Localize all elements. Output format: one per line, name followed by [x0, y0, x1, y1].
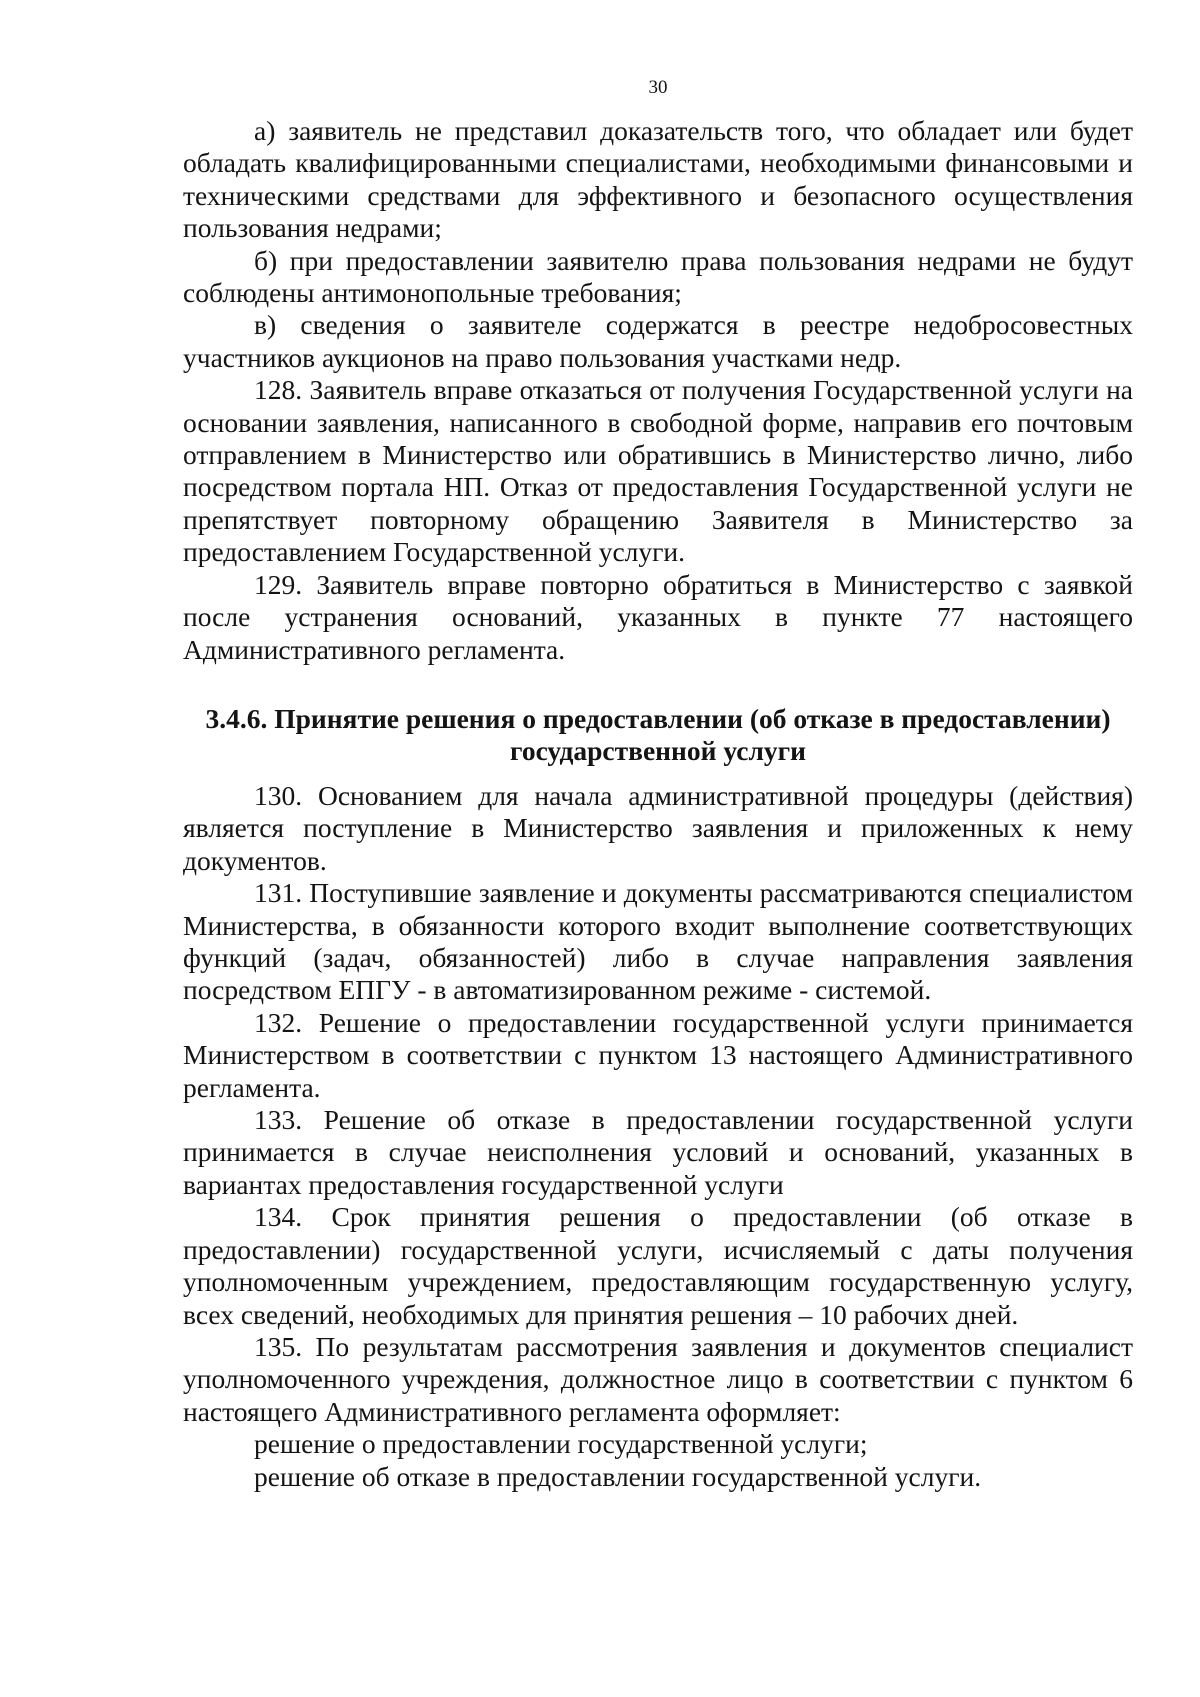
section-heading: [183, 703, 1133, 768]
section-heading-line-1: 3.4.6. Принятие решения о предоставлении (об отказе в предоставлении): [205, 703, 1111, 734]
paragraph-135: 135. По результатам рассмотрения заявления и документов специалист уполномоченного учреждения, должностное лицо в соответствии с пунктом 6 настоящего Административного регламента оформляет:: [183, 1330, 1133, 1427]
text-block-bottom: [183, 780, 1133, 1493]
decision-item-refuse: решение об отказе в предоставлении государственной услуги.: [254, 1460, 982, 1492]
paragraph-132: 132. Решение о предоставлении государственной услуги принимается Министерством в соответствии с пунктом 13 настоящего Административного регламента.: [183, 1006, 1133, 1103]
paragraph-133: 133. Решение об отказе в предоставлении государственной услуги принимается в случае неисполнения условий и оснований, указанных в вариантах предоставления государственной услуги: [183, 1104, 1133, 1200]
paragraph-v: в) сведения о заявителе содержатся в реестре недобросовестных участников аукционов на право пользования участками недр.: [183, 309, 1133, 373]
paragraph-134: 134. Срок принятия решения о предоставлении (об отказе в предоставлении) государственной услуги, исчисляемый с даты получения уполномоченным учреждением, предоставляющим государственную услугу, всех сведений, необходимых для принятия решения – 10 рабочих дней.: [183, 1201, 1133, 1330]
decision-item-grant: решение о предоставлении государственной услуги;: [254, 1428, 868, 1460]
paragraph-130: 130. Основанием для начала административной процедуры (действия) является поступление в Министерство заявления и приложенных к нему документов.: [183, 780, 1133, 876]
paragraph-129: 129. Заявитель вправе повторно обратиться в Министерство с заявкой после устранения оснований, указанных в пункте 77 настоящего Административного регламента.: [183, 568, 1133, 665]
text-block-top: [183, 115, 1133, 666]
section-heading-line-2: государственной услуги: [510, 735, 806, 767]
paragraph-b: б) при предоставлении заявителю права пользования недрами не будут соблюдены антимонопольные требования;: [183, 244, 1133, 309]
paragraph-131: 131. Поступившие заявление и документы рассматриваются специалистом Министерства, в обязанности которого входит выполнение соответствующих функций (задач, обязанностей) либо в случае направления заявления посредством ЕПГУ - в автоматизированном режиме - системой.: [183, 877, 1133, 1006]
paragraph-a: а) заявитель не представил доказательств того, что обладает или будет обладать квалифицированными специалистами, необходимыми финансовыми и техническими средствами для эффективного и безопасного осуществления пользования недрами;: [183, 115, 1133, 244]
page-number: 30: [648, 77, 668, 98]
paragraph-128: 128. Заявитель вправе отказаться от получения Государственной услуги на основании заявления, написанного в свободной форме, направив его почтовым отправлением в Министерство или обратившись в Министерство лично, либо посредством портала НП. Отказ от предоставления Государственной услуги не препятствует повторному обращению Заявителя в Министерство за предоставлением Государственной услуги.: [183, 374, 1133, 568]
